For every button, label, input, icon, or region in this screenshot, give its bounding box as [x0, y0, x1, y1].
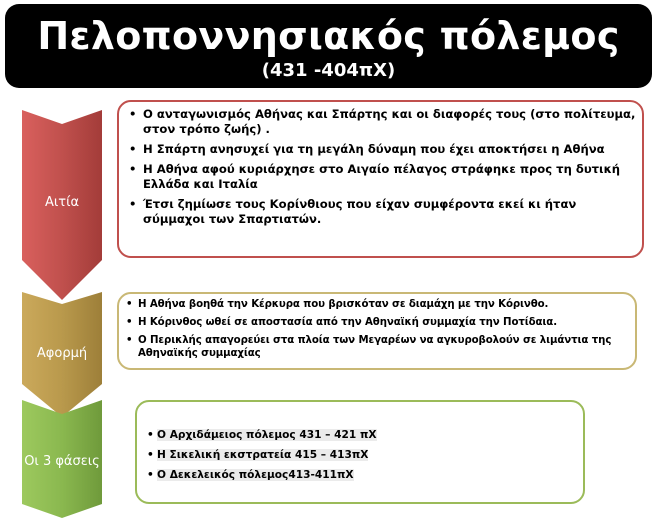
panel-faseis — [135, 400, 585, 504]
list-item: • Η Κόρινθος ωθεί σε αποστασία από την Αθηναϊκή συμμαχία την Ποτίδαια. — [126, 317, 557, 328]
list-item: • Η Αθήνα βοηθά την Κέρκυρα που βρισκόταν σε διαμάχη με την Κόρινθο. — [126, 299, 549, 310]
chevron-aformi — [22, 292, 102, 417]
list-item: • Έτσι ζημίωσε τους Κορίνθιους που είχαν συμφέροντα εκεί κι ήταν σύμμαχοι των Σπαρτιατών. — [129, 197, 577, 226]
list-item: • Η Σικελική εκστρατεία 415 – 413πΧ — [147, 449, 369, 461]
section-label-aformi: Αφορμή — [36, 346, 88, 361]
list-item: • Η Αθήνα αφού κυριάρχησε στο Αιγαίο πέλαγος στράφηκε προς τη δυτική Ελλάδα και Ιταλία — [129, 162, 621, 191]
page-subtitle: (431 -404πΧ) — [261, 60, 396, 81]
section-label-faseis: Οι 3 φάσεις — [24, 454, 100, 469]
chevron-aitia — [22, 110, 102, 300]
list-item: • Ο Δεκελεικός πόλεμος413-411πΧ — [147, 469, 354, 481]
list-item: • Η Σπάρτη ανησυχεί για τη μεγάλη δύναμη που έχει αποκτήσει η Αθήνα — [129, 142, 605, 156]
list-item: • Ο ανταγωνισμός Αθήνας και Σπάρτης και οι διαφορές τους (στο πολίτευμα, στον τρόπο ζωής) . — [129, 107, 636, 136]
panel-aitia — [117, 100, 644, 258]
title-banner — [5, 4, 652, 88]
page-title: Πελοποννησιακός πόλεμος — [37, 14, 620, 58]
list-item: • Ο Περικλής απαγορεύει στα πλοία των Μεγαρέων να αγκυροβολούν σε λιμάντια της Αθηναϊκής συμμαχίας — [126, 335, 612, 359]
chevron-faseis — [22, 400, 102, 518]
list-item: • Ο Αρχιδάμειος πόλεμος 431 – 421 πΧ — [147, 429, 377, 441]
panel-aformi — [117, 292, 637, 370]
section-label-aitia: Αιτία — [44, 195, 80, 210]
